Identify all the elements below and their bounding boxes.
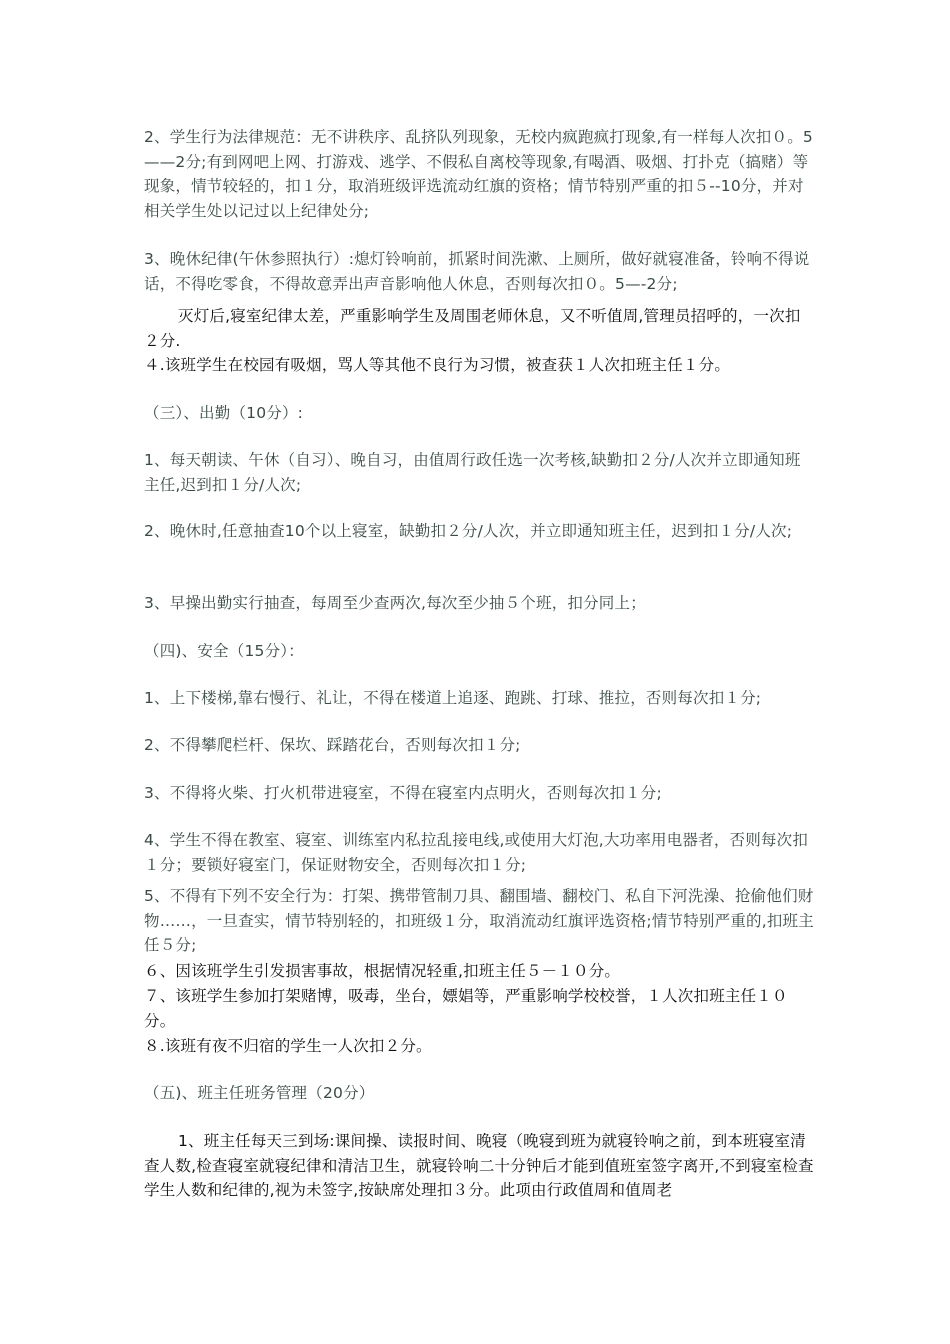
paragraph-safety-1: 1、上下楼梯,靠右慢行、礼让，不得在楼道上追逐、跑跳、打球、推拉，否则每次扣１分;: [144, 689, 762, 707]
paragraph-safety-7: ７、该班学生参加打架赌博，吸毒，坐台，嫖娼等，严重影响学校校誉，１人次扣班主任１０分。: [144, 987, 788, 1030]
section-heading-class-management: （五)、班主任班务管理（20分）: [144, 1084, 375, 1102]
paragraph-attendance-1: 1、每天朝读、午休（自习）、晚自习，由值周行政任选一次考核,缺勤扣２分/人次并立即通知班主任,迟到扣１分/人次;: [144, 451, 801, 494]
paragraph-conduct-rules: 2、学生行为法律规范：无不讲秩序、乱挤队列现象，无校内疯跑疯打现象,有一样每人次扣０。5——2分;有到网吧上网、打游戏、逃学、不假私自离校等现象,有喝酒、吸烟、打扑克（搞赌）等现象，情节较轻的，扣１分，取消班级评选流动红旗的资格；情节特别严重的扣５--10分，并对相关学生处以记过以上纪律处分;: [144, 128, 813, 220]
paragraph-bad-habits: ４.该班学生在校园有吸烟，骂人等其他不良行为习惯，被查获１人次扣班主任１分。: [144, 356, 731, 374]
paragraph-class-management-1: 1、班主任每天三到场:课间操、读报时间、晚寝（晚寝到班为就寝铃响之前，到本班寝室清查人数,检查寝室就寝纪律和清洁卫生，就寝铃响二十分钟后才能到值班室签字离开,不到寝室检查学生人数和纪律的,视为未签字,按缺席处理扣３分。此项由行政值周和值周老: [144, 1132, 814, 1199]
paragraph-safety-3: 3、不得将火柴、打火机带进寝室，不得在寝室内点明火，否则每次扣１分;: [144, 784, 662, 802]
section-heading-attendance: （三）、出勤（10分）:: [144, 404, 304, 422]
paragraph-attendance-3: 3、早操出勤实行抽查，每周至少查两次,每次至少抽５个班，扣分同上；: [144, 594, 646, 612]
paragraph-safety-2: 2、不得攀爬栏杆、保坎、踩踏花台，否则每次扣１分;: [144, 736, 521, 754]
paragraph-safety-8: ８.该班有夜不归宿的学生一人次扣２分。: [144, 1037, 432, 1055]
paragraph-safety-5: 5、不得有下列不安全行为：打架、携带管制刀具、翻围墙、翻校门、私自下河洗澡、抢偷他们财物……，一旦查实，情节特别轻的，扣班级１分，取消流动红旗评选资格;情节特别严重的,扣班主任５分;: [144, 887, 814, 954]
paragraph-safety-4: 4、学生不得在教室、寝室、训练室内私拉乱接电线,或使用大灯泡,大功率用电器者，否则每次扣１分；要锁好寝室门，保证财物安全，否则每次扣１分;: [144, 831, 809, 874]
paragraph-safety-6: ６、因该班学生引发损害事故，根据情况轻重,扣班主任５－１０分。: [144, 962, 621, 980]
paragraph-attendance-2: 2、晚休时,任意抽查10个以上寝室，缺勤扣２分/人次，并立即通知班主任，迟到扣１分/人次;: [144, 522, 793, 540]
paragraph-lights-out: 灭灯后,寝室纪律太差，严重影响学生及周围老师休息，又不听值周,管理员招呼的，一次扣２分.: [144, 307, 801, 350]
paragraph-night-discipline: 3、晚休纪律(午休参照执行）:熄灯铃响前，抓紧时间洗漱、上厕所，做好就寝准备，铃响不得说话，不得吃零食，不得故意弄出声音影响他人休息，否则每次扣０。5—-2分;: [144, 250, 810, 293]
section-heading-safety: （四)、安全（15分）：: [144, 642, 304, 660]
